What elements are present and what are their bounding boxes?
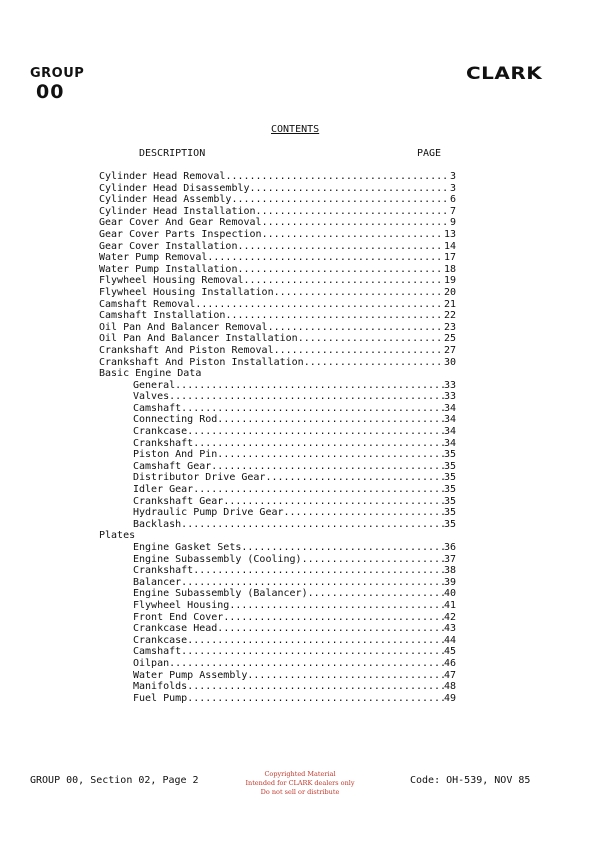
dot-leader: [193, 438, 444, 450]
toc-entry-page: 43: [443, 623, 456, 635]
toc-entry: [99, 646, 456, 658]
dot-leader: [223, 612, 444, 624]
toc-entry-page: 34: [443, 437, 456, 449]
toc-entry-label: Cylinder Head Installation: [99, 205, 256, 217]
dot-leader: [169, 391, 444, 403]
toc-entry-page: 47: [443, 669, 456, 681]
toc-entry-page: 35: [443, 518, 456, 530]
dot-leader: [241, 542, 444, 554]
toc-entry-label: Manifolds: [133, 681, 188, 693]
dot-leader: [187, 635, 444, 647]
copyright-watermark: [230, 770, 370, 797]
toc-entry-label: Crankcase Head: [133, 623, 218, 635]
dot-leader: [193, 565, 444, 577]
toc-entry-page: 25: [443, 333, 456, 345]
toc-entry-label: Camshaft Gear: [133, 460, 212, 472]
toc-entry: [99, 600, 456, 612]
table-of-contents: [99, 171, 456, 704]
toc-entry: [99, 496, 456, 508]
dot-leader: [268, 322, 444, 334]
dot-leader: [181, 403, 444, 415]
toc-entry: [99, 183, 456, 195]
dot-leader: [237, 241, 443, 253]
toc-entry: [99, 357, 456, 369]
dot-leader: [187, 426, 444, 438]
toc-entry-page: 45: [443, 646, 456, 658]
toc-entry-page: 19: [443, 275, 456, 287]
toc-entry-page: 6: [449, 194, 456, 206]
toc-entry-label: Water Pump Assembly: [133, 669, 248, 681]
toc-entry: [99, 310, 456, 322]
toc-entry: [99, 391, 456, 403]
dot-leader: [229, 600, 444, 612]
toc-entry-page: 35: [443, 507, 456, 519]
toc-entry: [99, 612, 456, 624]
dot-leader: [225, 310, 444, 322]
dot-leader: [284, 507, 444, 519]
toc-entry-label: Balancer: [133, 576, 182, 588]
toc-entry-label: Flywheel Housing: [133, 599, 230, 611]
toc-entry: [99, 194, 456, 206]
toc-entry-label: Cylinder Head Assembly: [99, 194, 232, 206]
toc-entry-label: Flywheel Housing Installation: [99, 286, 274, 298]
toc-entry: [99, 229, 456, 241]
toc-entry-page: 3: [449, 171, 456, 182]
toc-entry: [99, 449, 456, 461]
toc-entry-label: Fuel Pump: [133, 692, 188, 704]
toc-entry-label: Camshaft: [133, 402, 182, 414]
dot-leader: [256, 206, 450, 218]
toc-entry: [99, 693, 456, 705]
dot-leader: [193, 484, 444, 496]
toc-entry-label: Cylinder Head Removal: [99, 171, 226, 182]
toc-entry-page: 35: [443, 460, 456, 472]
toc-entry: [99, 623, 456, 635]
toc-entry-label: Oilpan: [133, 657, 170, 669]
toc-entry-page: 35: [443, 449, 456, 461]
dot-leader: [181, 519, 444, 531]
toc-entry: [99, 380, 456, 392]
toc-entry: [99, 171, 456, 183]
toc-entry: [99, 275, 456, 287]
toc-entry-page: 35: [443, 472, 456, 484]
toc-entry-page: 44: [443, 634, 456, 646]
toc-entry: [99, 484, 456, 496]
dot-leader: [169, 658, 444, 670]
toc-entry-page: 41: [443, 599, 456, 611]
toc-entry-label: Oil Pan And Balancer Installation: [99, 333, 298, 345]
toc-entry-label: Hydraulic Pump Drive Gear: [133, 507, 284, 519]
dot-leader: [217, 414, 444, 426]
dot-leader: [217, 623, 444, 635]
toc-entry-page: 37: [443, 553, 456, 565]
toc-entry: [99, 530, 456, 542]
toc-entry: [99, 299, 456, 311]
dot-leader: [187, 681, 444, 693]
group-label: GROUP: [30, 66, 85, 81]
contents-title: CONTENTS: [271, 124, 320, 135]
toc-entry-page: 7: [449, 205, 456, 217]
toc-entry: [99, 426, 456, 438]
dot-leader: [262, 217, 450, 229]
toc-entry: [99, 472, 456, 484]
toc-entry-label: Water Pump Installation: [99, 263, 238, 275]
dot-leader: [244, 275, 444, 287]
toc-entry: [99, 368, 456, 380]
toc-entry-page: 33: [443, 391, 456, 403]
toc-entry: [99, 322, 456, 334]
toc-entry: [99, 252, 456, 264]
dot-leader: [187, 693, 444, 705]
dot-leader: [302, 554, 444, 566]
dot-leader: [274, 345, 444, 357]
toc-entry-page: 30: [443, 356, 456, 368]
toc-entry-page: 35: [443, 495, 456, 507]
toc-entry: [99, 414, 456, 426]
dot-leader: [304, 357, 444, 369]
toc-entry-page: 22: [443, 310, 456, 322]
toc-entry-page: 27: [443, 344, 456, 356]
toc-entry: [99, 461, 456, 473]
toc-entry-page: 38: [443, 565, 456, 577]
toc-entry-label: Piston And Pin: [133, 449, 218, 461]
toc-entry-page: 34: [443, 426, 456, 438]
toc-entry-label: Crankshaft And Piston Installation: [99, 356, 304, 368]
toc-entry-page: 49: [443, 692, 456, 704]
toc-entry-page: 21: [443, 298, 456, 310]
toc-entry-label: Basic Engine Data: [99, 368, 202, 380]
toc-entry-label: Camshaft Installation: [99, 310, 226, 322]
dot-leader: [247, 670, 444, 682]
toc-entry-page: 3: [449, 182, 456, 194]
toc-entry-label: Backlash: [133, 518, 182, 530]
toc-entry-label: Engine Subassembly (Balancer): [133, 588, 308, 600]
toc-entry-page: 35: [443, 484, 456, 496]
dot-leader: [265, 472, 444, 484]
toc-entry: [99, 217, 456, 229]
toc-entry: [99, 554, 456, 566]
toc-entry: [99, 565, 456, 577]
toc-entry: [99, 241, 456, 253]
toc-entry-label: Engine Subassembly (Cooling): [133, 553, 302, 565]
dot-leader: [207, 252, 444, 264]
toc-entry-page: 13: [443, 228, 456, 240]
toc-entry-label: Crankshaft And Piston Removal: [99, 344, 274, 356]
dot-leader: [211, 461, 444, 473]
toc-entry-label: Engine Gasket Sets: [133, 542, 242, 553]
toc-entry-label: Crankshaft Gear: [133, 495, 224, 507]
toc-entry-page: 18: [443, 263, 456, 275]
toc-entry-label: Oil Pan And Balancer Removal: [99, 321, 268, 333]
watermark-line: Intended for CLARK dealers only: [245, 779, 355, 787]
toc-entry-page: 48: [443, 681, 456, 693]
toc-entry: [99, 519, 456, 531]
toc-entry: [99, 635, 456, 647]
toc-entry-page: 39: [443, 576, 456, 588]
toc-entry-page: 46: [443, 657, 456, 669]
toc-entry-label: Gear Cover Parts Inspection: [99, 228, 262, 240]
toc-entry-page: 34: [443, 402, 456, 414]
footer-page-reference: GROUP 00, Section 02, Page 2: [30, 775, 199, 786]
toc-entry-page: 36: [443, 542, 456, 553]
toc-entry: [99, 264, 456, 276]
dot-leader: [262, 229, 444, 241]
toc-entry-label: General: [133, 379, 176, 391]
toc-entry: [99, 577, 456, 589]
toc-entry-page: 9: [449, 217, 456, 229]
toc-entry: [99, 542, 456, 554]
watermark-line: Do not sell or distribute: [260, 788, 340, 796]
toc-entry-label: Front End Cover: [133, 611, 224, 623]
toc-entry-label: Distributor Drive Gear: [133, 472, 266, 484]
footer-document-code: Code: OH-539, NOV 85: [410, 775, 531, 786]
toc-entry-label: Crankcase: [133, 634, 188, 646]
dot-leader: [308, 588, 444, 600]
clark-logo: CLARK: [466, 63, 543, 84]
toc-entry-page: 34: [443, 414, 456, 426]
toc-entry-page: 33: [443, 379, 456, 391]
toc-entry-label: Plates: [99, 530, 136, 542]
toc-entry-label: Water Pump Removal: [99, 252, 208, 264]
toc-entry: [99, 206, 456, 218]
toc-entry: [99, 658, 456, 670]
dot-leader: [231, 194, 450, 206]
toc-entry-page: 17: [443, 252, 456, 264]
toc-entry-page: 20: [443, 286, 456, 298]
dot-leader: [223, 496, 444, 508]
toc-entry: [99, 333, 456, 345]
toc-entry-label: Idler Gear: [133, 484, 194, 496]
toc-entry-label: Valves: [133, 391, 170, 403]
toc-entry: [99, 681, 456, 693]
toc-entry-label: Connecting Rod: [133, 414, 218, 426]
dot-leader: [181, 646, 444, 658]
toc-entry: [99, 588, 456, 600]
toc-entry-page: 23: [443, 321, 456, 333]
watermark-line: Copyrighted Material: [264, 770, 336, 778]
toc-entry-page: 40: [443, 588, 456, 600]
dot-leader: [298, 333, 444, 345]
toc-entry: [99, 438, 456, 450]
toc-entry-label: Gear Cover And Gear Removal: [99, 217, 262, 229]
toc-entry-page: 14: [443, 240, 456, 252]
toc-entry: [99, 345, 456, 357]
dot-leader: [195, 299, 444, 311]
dot-leader: [225, 171, 450, 183]
toc-entry-label: Crankcase: [133, 426, 188, 438]
toc-entry: [99, 287, 456, 299]
toc-entry-label: Gear Cover Installation: [99, 240, 238, 252]
toc-entry-label: Crankshaft: [133, 437, 194, 449]
dot-leader: [274, 287, 444, 299]
group-number: 00: [36, 81, 65, 103]
dot-leader: [217, 449, 444, 461]
page-column-header: PAGE: [417, 148, 442, 159]
toc-entry-page: 42: [443, 611, 456, 623]
toc-entry-label: Crankshaft: [133, 565, 194, 577]
dot-leader: [250, 183, 450, 195]
toc-entry: [99, 507, 456, 519]
toc-entry-label: Cylinder Head Disassembly: [99, 182, 250, 194]
toc-entry-label: Flywheel Housing Removal: [99, 275, 244, 287]
toc-entry-label: Camshaft: [133, 646, 182, 658]
toc-entry-label: Camshaft Removal: [99, 298, 196, 310]
dot-leader: [237, 264, 443, 276]
description-column-header: DESCRIPTION: [139, 148, 206, 159]
toc-entry: [99, 403, 456, 415]
dot-leader: [181, 577, 444, 589]
toc-entry: [99, 670, 456, 682]
dot-leader: [175, 380, 444, 392]
